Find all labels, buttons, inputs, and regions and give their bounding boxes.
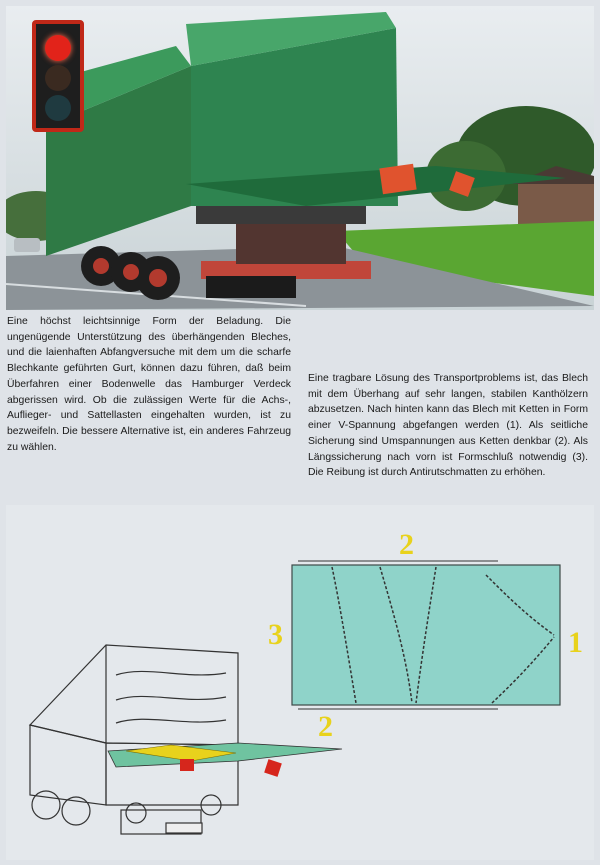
- label-bottom: 2: [318, 710, 333, 743]
- truck-photo-illustration: [6, 6, 594, 310]
- label-left: 3: [268, 618, 283, 651]
- sheet-top-view: [292, 565, 560, 705]
- red-lamp-icon: [45, 35, 71, 61]
- truck-line-drawing: [30, 645, 238, 834]
- caption-left: Eine höchst leichtsinnige Form der Beladung. Die ungenügende Unterstützung des überhängenden Bleches, und die laienhaften Abfangversuche mit dem um die scharfe Blechkante geführten Gurt, können dazu führen, daß beim Überfahren einer Bodenwelle das Hamburger Verdeck abgerissen wird. Ob die zulässigen Werte für die Achs-, Auflieger- und Sattellasten eingehalten wurden, ist zu bezweifeln. Die bessere Alternative ist, ein anderes Fahrzeug zu wählen.: [7, 316, 291, 453]
- warning-flag: [264, 759, 282, 777]
- wedge-marker: [180, 759, 194, 771]
- green-lamp-icon: [45, 95, 71, 121]
- diagram-drawing: [6, 505, 594, 860]
- amber-lamp-icon: [45, 65, 71, 91]
- load-securing-diagram: [6, 505, 594, 860]
- label-right: 1: [568, 626, 583, 659]
- traffic-light-icon: [32, 20, 84, 132]
- truck-photo: [6, 6, 594, 310]
- caption-right: Eine tragbare Lösung des Transportproblems ist, das Blech mit dem Überhang auf sehr langen, stabilen Kanthölzern abzusetzen. Nach hinten kann das Blech mit Ketten in Form einer V-Spannung abgefangen werden (1). Als seitliche Sicherung sind Umspannungen aus Ketten denkbar (2). Als Längssicherung nach vorn ist Formschluß notwendig (3). Die Reibung ist durch Antirutschmatten zu erhöhen.: [308, 373, 588, 479]
- label-top: 2: [399, 528, 414, 561]
